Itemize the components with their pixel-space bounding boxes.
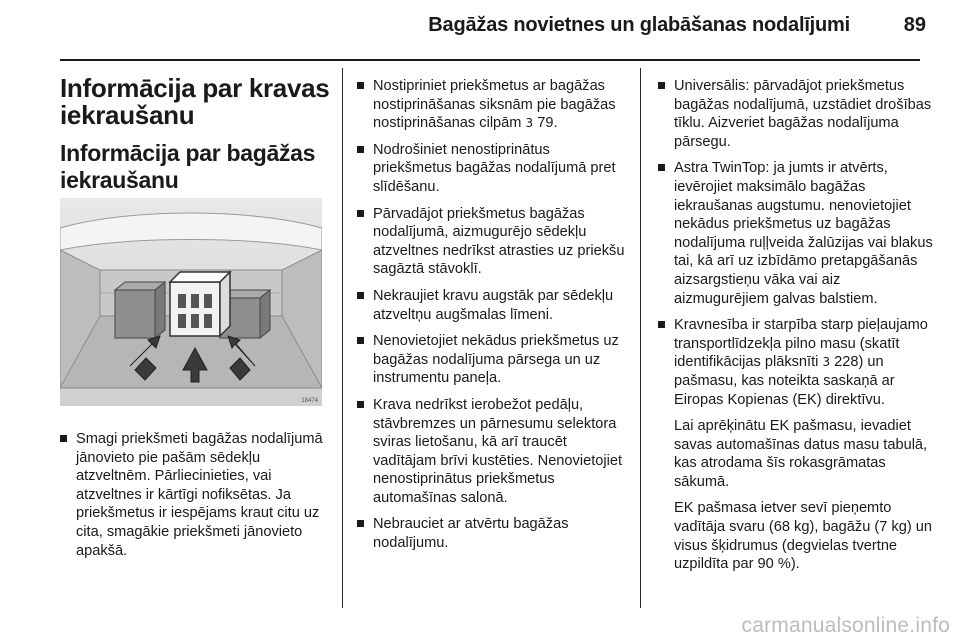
list-item-text [674, 316, 933, 409]
figure [60, 198, 322, 406]
list-item-text: Pārvadājot priekšmetus bagāžas nodalījumā, aizmugurējo sēdekļu atzveltnes nedrīkst atrasties uz priekšu sagāztā stāvoklī. [373, 205, 625, 278]
section-subheading: Informācija par bagāžas iekraušanu [60, 140, 316, 193]
list-item-text: Astra TwinTop: ja jumts ir atvērts, ievērojiet maksimālo bagāžas iekraušanas augstumu. nenovietojiet nekādus priekšmetus uz bagāžas nodalījuma ruļļveida žalūzijas vai blakus tai, kā arī uz izbīdāmo pretapgāšanās aizsargstieņu vāka vai aiz aizmugurējiem galvas balstiem. [674, 160, 933, 307]
list-item [357, 332, 630, 388]
column-divider-1 [342, 68, 343, 608]
page-ref-icon[interactable]: 3 [525, 116, 534, 131]
page-ref-icon[interactable]: 3 [822, 355, 831, 370]
column-1 [60, 430, 328, 568]
trunk-loading-illustration-icon [60, 198, 322, 406]
list-item-text: Nebrauciet ar atvērtu bagāžas nodalījumu. [373, 516, 569, 552]
list-item-text: Universālis: pārvadājot priekšmetus bagāžas nodalījumā, uzstādiet drošības tīklu. Aizveriet bagāžas nodalījuma pārsegu. [674, 78, 932, 150]
header-rule [60, 59, 920, 61]
list-item-text: Krava nedrīkst ierobežot pedāļu, stāvbremzes un pārnesumu selektora sviras lietošanu, kā arī traucēt vadītājam brīvi kustēties. Nenovietojiet nenostiprinātus priekšmetus automašīnas salonā. [373, 396, 623, 506]
list-item-text: Nodrošiniet nenostiprinātus priekšmetus bagāžas nodalījumā pret slīdēšanu. [373, 141, 616, 195]
list-item-paragraph: Lai aprēķinātu EK pašmasu, ievadiet savas automašīnas datus masu tabulā, kas atrodama šīs rokasgrāmatas sākumā. [674, 418, 928, 490]
column-3 [658, 77, 933, 582]
list-item-text-part: Kravnesība ir starpība starp pieļaujamo transportlīdzekļa pilno masu (skatīt identifikācijas plāksnīti [674, 317, 928, 371]
page-number: 89 [903, 14, 926, 36]
list-item [658, 316, 933, 574]
list-item-paragraph: EK pašmasa ietver sevī pieņemto vadītāja svaru (68 kg), bagāžu (7 kg) un visus šķidrumus (degvielas tvertne uzpildīta par 90 %). [674, 500, 932, 573]
list-item-text-part: 228) un pašmasu, kas noteikta saskaņā ar Eiropas Kopienas (EK) direktīvu. [674, 354, 895, 408]
list-item [357, 287, 630, 324]
list-item-text [373, 77, 630, 133]
column-divider-2 [640, 68, 641, 608]
list-item-text: Nekraujiet kravu augstāk par sēdekļu atzveltņu augšmalas līmeni. [373, 287, 614, 323]
list-item-text-part: Nostipriniet priekšmetus ar bagāžas nostiprināšanas siksnām pie bagāžas nostiprināšanas cilpām [373, 78, 616, 132]
list-item [658, 77, 933, 151]
list-item [357, 515, 630, 552]
list-item-text: Nenovietojiet nekādus priekšmetus uz bagāžas nodalījuma pārsega un uz instrumentu paneļa. [373, 333, 619, 387]
list-item-text-part: 79. [533, 115, 558, 132]
list-item [357, 77, 630, 133]
list-item [357, 396, 630, 508]
watermark: carmanualsonline.info [741, 614, 950, 637]
list-item [357, 205, 630, 279]
figure-ref-code: 18474 [301, 398, 318, 404]
list-item [658, 159, 933, 308]
list-item-text: Smagi priekšmeti bagāžas nodalījumā jānovieto pie pašām sēdekļu atzveltnēm. Pārliecinieties, vai atzveltnes ir kārtīgi nofiksētas. Ja priekšmetus ir iespējams kraut citu uz cita, smagākie priekšmeti jānovieto apakšā. [76, 431, 323, 559]
column-2 [357, 77, 630, 561]
list-item [60, 430, 328, 560]
page-header-title: Bagāžas novietnes un glabāšanas nodalījumi [428, 14, 850, 36]
section-heading: Informācija par kravas iekraušanu [60, 73, 330, 130]
list-item [357, 141, 630, 197]
